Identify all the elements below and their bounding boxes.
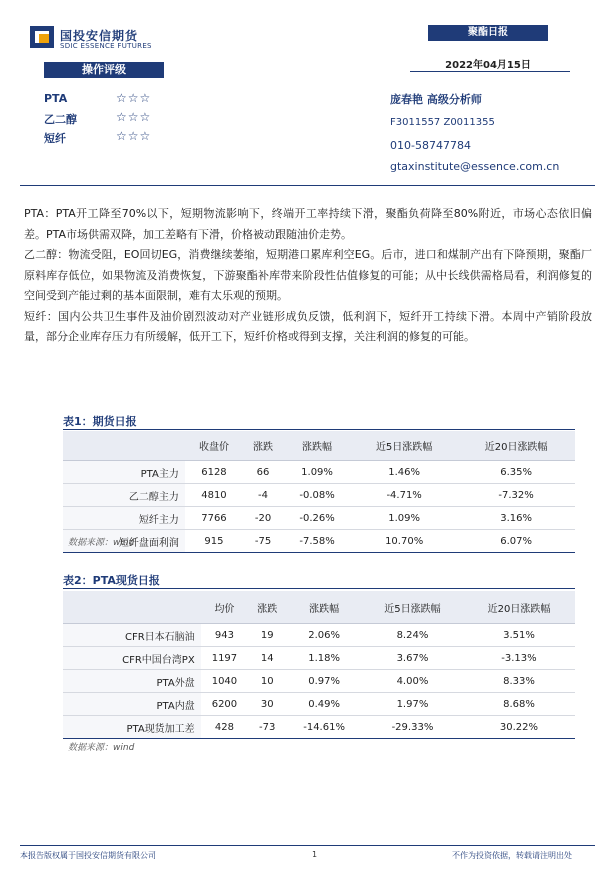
table-cell: -4 xyxy=(243,484,283,507)
table-cell: 428 xyxy=(201,716,249,739)
table-row xyxy=(63,530,575,553)
row-label: PTA外盘 xyxy=(63,670,201,693)
column-header: 均价 xyxy=(201,591,249,624)
row-label: PTA现货加工差 xyxy=(63,716,201,739)
table-cell: 1.09% xyxy=(351,507,457,530)
column-header: 涨跌幅 xyxy=(283,431,351,461)
rating-name-meg: 乙二醇 xyxy=(44,113,77,126)
table-cell: -7.32% xyxy=(457,484,575,507)
table2-title-line xyxy=(63,588,575,589)
column-header xyxy=(63,591,201,624)
rating-section-title: 操作评级 xyxy=(44,62,164,78)
column-header: 涨跌幅 xyxy=(286,591,362,624)
row-label: 乙二醇主力 xyxy=(63,484,185,507)
table-cell: 7766 xyxy=(185,507,243,530)
table-cell: 10 xyxy=(248,670,286,693)
spot-table xyxy=(63,591,575,739)
table-cell: -75 xyxy=(243,530,283,553)
table-cell: -73 xyxy=(248,716,286,739)
rating-stars-psf: ☆☆☆ xyxy=(116,129,152,143)
company-logo-icon xyxy=(30,26,54,48)
column-header: 近20日涨跌幅 xyxy=(463,591,575,624)
table-header-row xyxy=(63,431,575,461)
table2-title: 表2：PTA现货日报 xyxy=(63,574,160,587)
report-date: 2022年04月15日 xyxy=(445,60,531,71)
logo-english-name: SDIC ESSENCE FUTURES xyxy=(60,42,152,50)
table-cell: 1.46% xyxy=(351,461,457,484)
table1-source: 数据来源：wind xyxy=(68,538,135,548)
header-divider xyxy=(20,185,595,186)
table-cell: 0.49% xyxy=(286,693,362,716)
rating-name-pta: PTA xyxy=(44,92,68,105)
analyst-phone: 010-58747784 xyxy=(390,139,471,152)
table-cell: 8.68% xyxy=(463,693,575,716)
column-header: 近5日涨跌幅 xyxy=(362,591,463,624)
commentary-psf: 短纤：国内公共卫生事件及油价剧烈波动对产业链形成负反馈，低利润下，短纤开工持续下滑。本周中产销阶段放量，部分企业库存压力有所缓解，低开工下，短纤价格或得到支撑，关注利润的修复的可能。 xyxy=(24,309,592,343)
table-cell: -3.13% xyxy=(463,647,575,670)
table-cell: 3.51% xyxy=(463,624,575,647)
table-cell: -14.61% xyxy=(286,716,362,739)
table-cell: 19 xyxy=(248,624,286,647)
table-cell: 6.35% xyxy=(457,461,575,484)
table-cell: 1.97% xyxy=(362,693,463,716)
table-cell: 10.70% xyxy=(351,530,457,553)
table-row xyxy=(63,624,575,647)
column-header xyxy=(63,431,185,461)
rating-stars-meg: ☆☆☆ xyxy=(116,110,152,124)
column-header: 近5日涨跌幅 xyxy=(351,431,457,461)
row-label: 短纤盘面利润 xyxy=(63,530,185,553)
table-cell: 30 xyxy=(248,693,286,716)
table-cell: -20 xyxy=(243,507,283,530)
table-cell: -0.08% xyxy=(283,484,351,507)
row-label: PTA内盘 xyxy=(63,693,201,716)
table-cell: 66 xyxy=(243,461,283,484)
table-cell: 6.07% xyxy=(457,530,575,553)
table1-title: 表1：期货日报 xyxy=(63,415,137,428)
table-cell: 3.16% xyxy=(457,507,575,530)
table-cell: -0.26% xyxy=(283,507,351,530)
table-cell: -29.33% xyxy=(362,716,463,739)
report-type-badge: 聚酯日报 xyxy=(428,25,548,41)
row-label: PTA主力 xyxy=(63,461,185,484)
column-header: 收盘价 xyxy=(185,431,243,461)
column-header: 涨跌 xyxy=(248,591,286,624)
table-row xyxy=(63,461,575,484)
table-row xyxy=(63,507,575,530)
column-header: 近20日涨跌幅 xyxy=(457,431,575,461)
table-cell: 6128 xyxy=(185,461,243,484)
row-label: CFR中国台湾PX xyxy=(63,647,201,670)
logo-chinese-name: 国投安信期货 xyxy=(60,29,139,43)
analyst-email[interactable]: gtaxinstitute@essence.com.cn xyxy=(390,160,560,173)
row-label: CFR日本石脑油 xyxy=(63,624,201,647)
table-cell: 1.09% xyxy=(283,461,351,484)
table-cell: -4.71% xyxy=(351,484,457,507)
table-cell: 1040 xyxy=(201,670,249,693)
rating-name-psf: 短纤 xyxy=(44,132,66,145)
commentary-meg: 乙二醇：物流受阻，EO回切EG，消费继续萎缩，短期港口累库利空EG。后市，进口和煤制产出有下降预期，聚酯厂原料库存低位，如果物流及消费恢复，下游聚酯补库带来阶段性估值修复的可能；从中长线供需格局看，利润修复的空间受到产能过剩的基本面限制，难有太乐观的预期。 xyxy=(24,248,592,302)
commentary xyxy=(24,204,592,348)
rating-stars-pta: ☆☆☆ xyxy=(116,91,152,105)
date-divider xyxy=(410,71,570,72)
table-cell: 943 xyxy=(201,624,249,647)
table2-source: 数据来源：wind xyxy=(68,743,135,753)
table-cell: 0.97% xyxy=(286,670,362,693)
table-cell: 1.18% xyxy=(286,647,362,670)
table-cell: 2.06% xyxy=(286,624,362,647)
table-cell: 6200 xyxy=(201,693,249,716)
commentary-pta: PTA：PTA开工降至70%以下，短期物流影响下，终端开工率持续下滑，聚酯负荷降至80%附近，市场心态依旧偏差。PTA市场供需双降，加工差略有下滑，价格被动跟随油价走势。 xyxy=(24,207,592,241)
table-cell: 8.24% xyxy=(362,624,463,647)
table-cell: 14 xyxy=(248,647,286,670)
footer-copyright: 本报告版权属于国投安信期货有限公司 xyxy=(20,851,156,860)
page-number: 1 xyxy=(312,850,318,859)
table-row xyxy=(63,716,575,739)
table-row xyxy=(63,647,575,670)
table-cell: 4810 xyxy=(185,484,243,507)
footer-disclaimer: 不作为投资依据，转载请注明出处 xyxy=(452,851,572,860)
table1-title-line xyxy=(63,429,575,430)
table-cell: -7.58% xyxy=(283,530,351,553)
table-cell: 915 xyxy=(185,530,243,553)
table-cell: 30.22% xyxy=(463,716,575,739)
table-row xyxy=(63,693,575,716)
analyst-name: 庞春艳 高级分析师 xyxy=(390,93,482,106)
analyst-certificate: F3011557 Z0011355 xyxy=(390,117,495,128)
futures-table xyxy=(63,431,575,553)
table-cell: 8.33% xyxy=(463,670,575,693)
table-row xyxy=(63,484,575,507)
row-label: 短纤主力 xyxy=(63,507,185,530)
table-header-row xyxy=(63,591,575,624)
table-row xyxy=(63,670,575,693)
table-cell: 1197 xyxy=(201,647,249,670)
footer-divider xyxy=(20,845,595,846)
table-cell: 3.67% xyxy=(362,647,463,670)
table-cell: 4.00% xyxy=(362,670,463,693)
column-header: 涨跌 xyxy=(243,431,283,461)
